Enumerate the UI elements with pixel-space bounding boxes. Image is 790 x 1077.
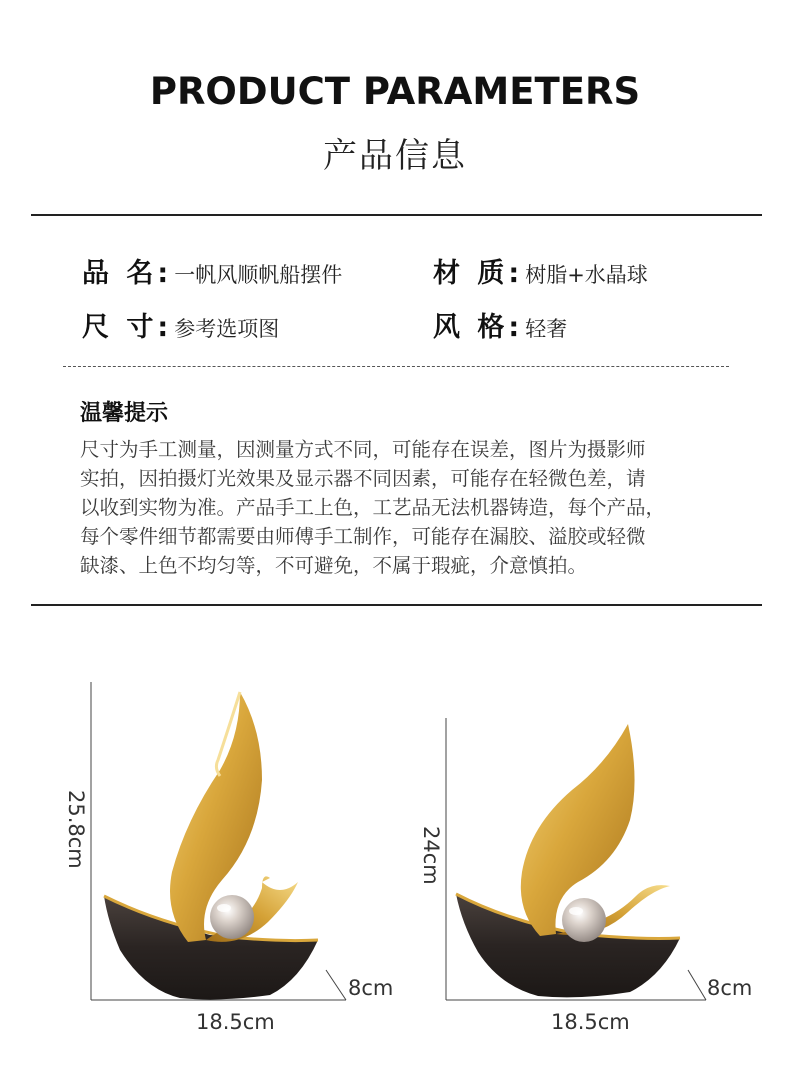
right-width-label: 18.5cm — [551, 1010, 630, 1034]
param-style-value: 轻奢 — [525, 317, 568, 341]
param-name-label: 品 名: — [82, 258, 173, 289]
left-crystal-ball — [210, 895, 254, 939]
dotted-divider — [63, 366, 729, 367]
left-depth-label: 8cm — [348, 976, 394, 1000]
param-name-value: 一帆风顺帆船摆件 — [174, 263, 343, 287]
sculpture-illustration — [0, 650, 790, 1077]
notice-line: 尺寸为手工测量，因测量方式不同，可能存在误差，图片为摄影师 — [80, 438, 646, 461]
left-width-label: 18.5cm — [196, 1010, 275, 1034]
right-crystal-ball — [562, 898, 606, 942]
notice-line: 实拍，因拍摄灯光效果及显示器不同因素，可能存在轻微色差，请 — [80, 467, 646, 490]
param-material-label: 材 质: — [433, 258, 524, 289]
bottom-divider — [31, 604, 762, 606]
notice-heading: 温馨提示 — [80, 401, 169, 426]
product-dimension-figure — [0, 650, 790, 1077]
notice-line: 以收到实物为准。产品手工上色，工艺品无法机器铸造，每个产品， — [80, 496, 666, 519]
param-name — [82, 251, 342, 290]
right-sculpture — [456, 724, 680, 997]
top-divider — [31, 214, 762, 216]
param-size-label: 尺 寸: — [82, 312, 173, 343]
param-material-value: 树脂+水晶球 — [525, 263, 648, 287]
param-size — [82, 305, 279, 344]
left-height-label: 25.8cm — [64, 790, 88, 869]
param-style-label: 风 格: — [433, 312, 524, 343]
notice-line: 每个零件细节都需要由师傅手工制作，可能存在漏胶、溢胶或轻微 — [80, 525, 646, 548]
param-style — [433, 305, 567, 344]
param-material — [433, 251, 648, 290]
right-height-label: 24cm — [419, 826, 443, 885]
page-title-en: PRODUCT PARAMETERS — [149, 70, 641, 113]
right-depth-label: 8cm — [707, 976, 753, 1000]
left-sculpture — [104, 692, 318, 999]
notice-body — [80, 435, 728, 580]
param-size-value: 参考选项图 — [174, 317, 280, 341]
notice-line: 缺漆、上色不均匀等，不可避免，不属于瑕疵，介意慎拍。 — [80, 554, 588, 577]
page-title-cn: 产品信息 — [323, 136, 467, 176]
